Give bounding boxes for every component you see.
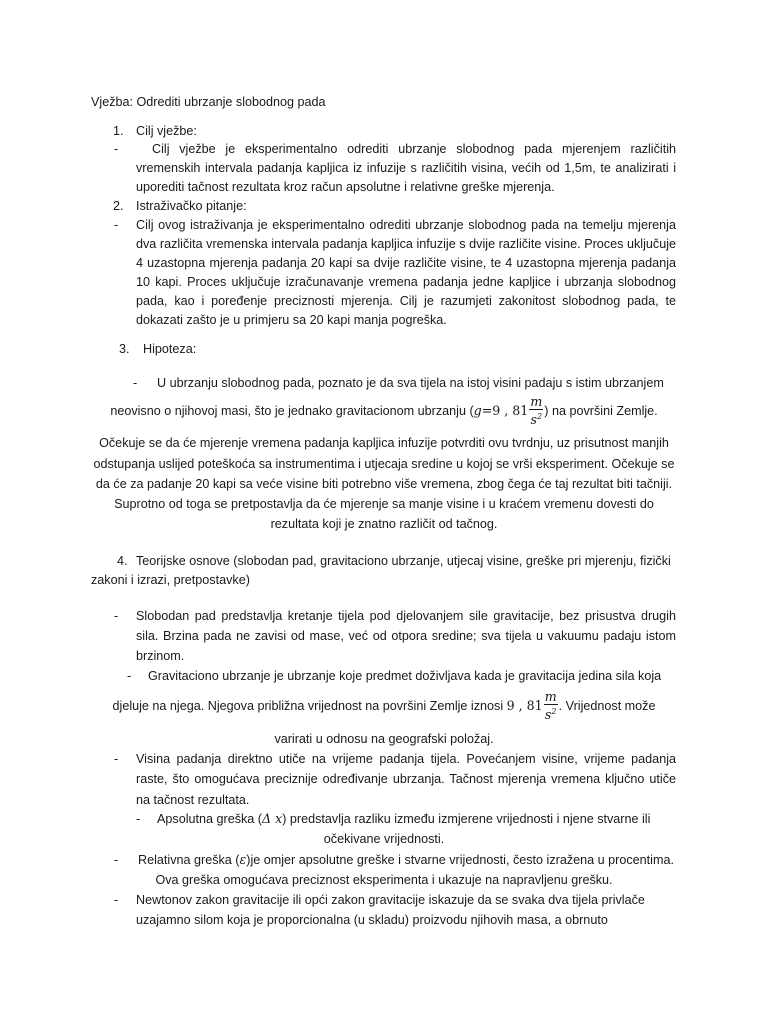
- bullet-3-text-line: na tačnost rezultata.: [136, 793, 250, 807]
- section-2-text-line: Cilj ovog istraživanja je eksperimentalno odrediti ubrzanje slobodnog pada na temelju mjerenja: [136, 218, 676, 232]
- section-2-text-line: 10 kapi. Proces uključuje izračunavanje vremena padanja jedne kapljice i ubrzanja slobodnog: [136, 275, 676, 289]
- epsilon-symbol: ε: [239, 852, 247, 867]
- bullet-dash: -: [114, 609, 119, 623]
- section-3-text-fragment: ) na površini Zemlje.: [544, 404, 658, 418]
- bullet-2-text-line: varirati u odnosu na geografski položaj.: [274, 732, 494, 746]
- section-2-heading: Istraživačko pitanje:: [136, 199, 247, 213]
- bullet-6-text-line: uzajamno silom koja je proporcionalna (u skladu) proizvodu njihovih masa, a obrnuto: [136, 913, 608, 927]
- section-4-heading: zakoni i izrazi, pretpostavke): [91, 573, 250, 587]
- section-3-heading: Hipoteza:: [143, 342, 197, 356]
- bullet-5-text-line: Relativna greška (ε)je omjer apsolutne greške i stvarne vrijednosti, često izražena u procentima.: [138, 852, 674, 867]
- bullet-dash: -: [114, 893, 119, 907]
- section-1-heading: Cilj vježbe:: [136, 124, 197, 138]
- bullet-2-text-line: Gravitaciono ubrzanje je ubrzanje koje predmet doživljava kada je gravitacija jedina sila koja: [148, 669, 662, 683]
- section-3-number: 3.: [119, 342, 130, 356]
- bullet-dash: -: [127, 669, 132, 683]
- section-3-text-fragment: neovisno o njihovoj masi, što je jednako gravitacionom ubrzanju (: [110, 404, 474, 418]
- section-3-text-line: rezultata koji je znatno različit od tačnog.: [270, 517, 498, 531]
- section-3-text-line: Suprotno od toga se pretpostavlja da će mjerenje sa manje visine i u kraćem vremenu dovesti do: [114, 497, 654, 511]
- bullet-dash: -: [114, 752, 119, 766]
- bullet-6-text-line: Newtonov zakon gravitacije ili opći zakon gravitacije iskazuje da se svaka dva tijela privlače: [136, 893, 645, 907]
- section-1-dash: -: [114, 142, 119, 156]
- section-1-text-line: uporediti tačnost rezultata kroz račun apsolutne i relativne greške mjerenja.: [136, 180, 555, 194]
- section-3-text-line: U ubrzanju slobodnog pada, poznato je da sva tijela na istoj visini padaju s istim ubrzanjem: [157, 376, 664, 390]
- section-3-text-line: odstupanja uslijed poteškoća sa instrumentima i utjecaja sredine u kojoj se vrši eksperiment. Očekuje se: [93, 457, 675, 471]
- bullet-1-text-line: brzinom.: [136, 649, 185, 663]
- bullet-3-text-line: raste, što omogućava preciznije određivanje ubrzanja. Tačnost mjerenja vremena ključno utiče: [136, 772, 676, 786]
- bullet-1-text-line: Slobodan pad predstavlja kretanje tijela pod djelovanjem sile gravitacije, bez prisustva drugih: [136, 609, 676, 623]
- section-3-formula-line: [0, 393, 768, 429]
- section-4-heading: Teorijske osnove (slobodan pad, gravitaciono ubrzanje, utjecaj visine, greške pri mjerenju, fizički: [136, 554, 671, 568]
- bullet-4-text-line: očekivane vrijednosti.: [323, 832, 445, 846]
- section-2-text-line: dokazati zašto je u primjeru sa 20 kapi manja pogreška.: [136, 313, 447, 327]
- section-2-text-line: pada, kao i poređenje preciznosti mjerenja. Cilj je razumjeti zakonitost slobodnog pada, te: [136, 294, 676, 308]
- gravity-value-formula: 9 , 81 $\frac{m}{s^2}$: [506, 689, 557, 723]
- section-3-text-line: Očekuje se da će mjerenje vremena padanja kapljica infuzije potvrditi ovu tvrdnju, uz prisutnost manjih: [99, 436, 669, 450]
- bullet-5-text-line: Ova greška omogućava preciznost eksperimenta i ukazuje na napravljenu grešku.: [155, 873, 613, 887]
- section-1-number: 1.: [113, 124, 124, 138]
- bullet-2-text-fragment: djeluje na njega. Njegova približna vrijednost na površini Zemlje iznosi: [112, 699, 507, 713]
- bullet-4-text-line: Apsolutna greška (Δ x) predstavlja razliku između izmjerene vrijednosti i njene stvarne ili: [157, 811, 651, 826]
- bullet-2-formula-line: [0, 688, 768, 724]
- section-3-dash: -: [133, 376, 138, 390]
- section-3-text-line: da će za padanje 20 kapi sa veće visine biti potrebno više vremena, zbog čega će taj rezultat biti tačniji.: [95, 477, 673, 491]
- gravity-formula: g=9 , 81 $\frac{m}{s^2}$: [473, 394, 543, 428]
- section-1-text-line: vremenskih intervala padanja kapljica iz infuzije s različitih visina, većih od 1,5m, te analizirati i: [136, 161, 676, 175]
- document-title: Vježba: Odrediti ubrzanje slobodnog pada: [91, 95, 326, 109]
- section-2-number: 2.: [113, 199, 124, 213]
- section-4-number: 4.: [117, 554, 128, 568]
- delta-x-symbol: Δ x: [262, 811, 283, 826]
- bullet-dash: -: [114, 853, 119, 867]
- bullet-3-text-line: Visina padanja direktno utiče na vrijeme padanja tijela. Povećanjem visine, vrijeme padanja: [136, 752, 676, 766]
- bullet-1-text-line: sila. Brzina pada ne zavisi od mase, već od otpora sredine; sva tijela u vakuumu padaju istom: [136, 629, 676, 643]
- section-2-dash: -: [114, 218, 119, 232]
- bullet-dash: -: [136, 812, 141, 826]
- section-1-text-line: Cilj vježbe je eksperimentalno odrediti ubrzanje slobodnog pada mjerenjem različitih: [152, 142, 676, 156]
- section-2-text-line: 4 uzastopna mjerenja padanja 20 kapi sa dvije različite visine, te 4 uzastopna mjerenja padanja: [136, 256, 676, 270]
- bullet-2-text-fragment: . Vrijednost može: [558, 699, 656, 713]
- section-2-text-line: dva različita vremenska intervala padanja kapljica infuzije s dvije različite visine. Proces uključuje: [136, 237, 676, 251]
